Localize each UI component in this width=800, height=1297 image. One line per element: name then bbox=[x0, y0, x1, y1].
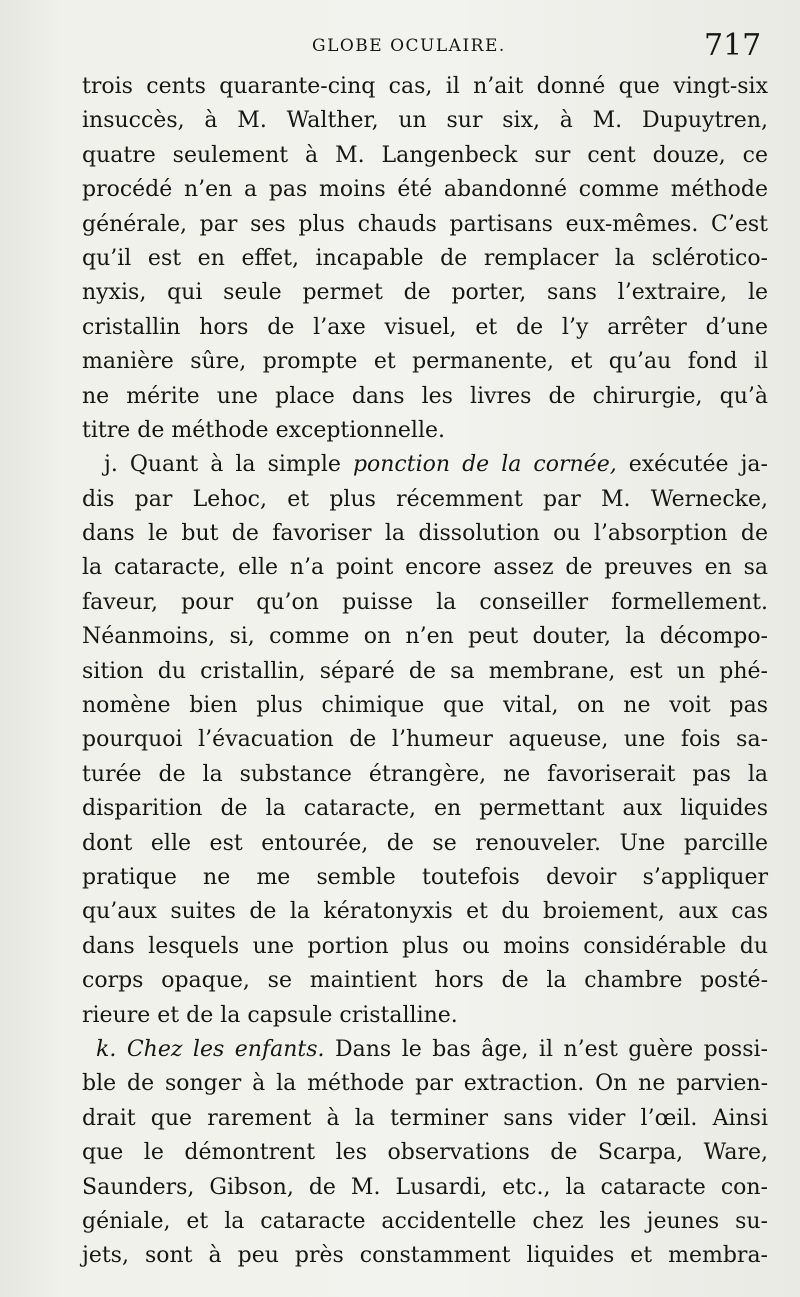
text-line: ne mérite une place dans les livres de chirurgie, qu’à bbox=[82, 383, 768, 409]
text-line: dans le but de favoriser la dissolution ou l’absorption de bbox=[82, 521, 768, 547]
text-run: exécutée ja- bbox=[616, 452, 768, 478]
text-line: que le démontrent les observations de Scarpa, Ware, bbox=[82, 1140, 768, 1166]
text-line: nomène bien plus chimique que vital, on ne voit pas bbox=[82, 693, 768, 719]
text-line: manière sûre, prompte et permanente, et qu’au fond il bbox=[82, 349, 768, 375]
italic-term: ponction de la cornée, bbox=[352, 452, 617, 478]
text-run: Dans le bas âge, il n’est guère possi- bbox=[324, 1036, 768, 1062]
text-line: titre de méthode exceptionnelle. bbox=[82, 417, 445, 443]
text-line: turée de la substance étrangère, ne favoriserait pas la bbox=[82, 761, 768, 787]
body-text bbox=[82, 70, 768, 1274]
text-line: Saunders, Gibson, de M. Lusardi, etc., la cataracte con- bbox=[82, 1174, 768, 1200]
text-line: cristallin hors de l’axe visuel, et de l’y arrêter d’une bbox=[82, 314, 768, 340]
text-line: corps opaque, se maintient hors de la chambre posté- bbox=[82, 968, 768, 994]
text-line: disparition de la cataracte, en permettant aux liquides bbox=[82, 796, 768, 822]
text-line: pratique ne me semble toutefois devoir s’appliquer bbox=[82, 864, 768, 890]
paragraph-j-first-line bbox=[82, 448, 768, 482]
text-line: drait que rarement à la terminer sans vider l’œil. Ainsi bbox=[82, 1105, 768, 1131]
page-number: 717 bbox=[704, 28, 762, 63]
text-line: générale, par ses plus chauds partisans eux-mêmes. C’est bbox=[82, 211, 768, 237]
text-line: Néanmoins, si, comme on n’en peut douter, la décompo- bbox=[82, 624, 768, 650]
text-run: j. Quant à la simple bbox=[104, 452, 353, 478]
text-line: nyxis, qui seule permet de porter, sans l’extraire, le bbox=[82, 280, 768, 306]
text-line: dont elle est entourée, de se renouveler. Une parcille bbox=[82, 830, 768, 856]
text-line: sition du cristallin, séparé de sa membrane, est un phé- bbox=[82, 658, 768, 684]
text-line: qu’aux suites de la kératonyxis et du broiement, aux cas bbox=[82, 899, 768, 925]
paragraph-k-first-line bbox=[82, 1033, 768, 1067]
text-line: quatre seulement à M. Langenbeck sur cent douze, ce bbox=[82, 142, 768, 168]
text-line: dis par Lehoc, et plus récemment par M. Wernecke, bbox=[82, 486, 768, 512]
italic-heading: k. Chez les enfants. bbox=[96, 1036, 325, 1062]
running-title: GLOBE OCULAIRE. bbox=[312, 36, 506, 56]
text-line: géniale, et la cataracte accidentelle chez les jeunes su- bbox=[82, 1208, 768, 1234]
page-header bbox=[0, 28, 800, 68]
text-line: faveur, pour qu’on puisse la conseiller formellement. bbox=[82, 589, 768, 615]
text-line: qu’il est en effet, incapable de remplacer la scléroticо- bbox=[82, 245, 768, 271]
text-line: procédé n’en a pas moins été abandonné comme méthode bbox=[82, 177, 768, 203]
text-line: pourquoi l’évacuation de l’humeur aqueuse, une fois sa- bbox=[82, 727, 768, 753]
text-line: trois cents quarante-cinq cas, il n’ait donné que vingt-six bbox=[82, 74, 768, 99]
text-line: rieure et de la capsule cristalline. bbox=[82, 1002, 458, 1028]
text-line: jets, sont à peu près constamment liquides et membra- bbox=[82, 1243, 768, 1269]
text-line: la cataracte, elle n’a point encore assez de preuves en sa bbox=[82, 555, 768, 581]
text-line: ble de songer à la méthode par extraction. On ne parvien- bbox=[82, 1071, 768, 1097]
text-line: dans lesquels une portion plus ou moins considérable du bbox=[82, 933, 768, 959]
text-line: insuccès, à M. Walther, un sur six, à M. Dupuytren, bbox=[82, 108, 768, 134]
